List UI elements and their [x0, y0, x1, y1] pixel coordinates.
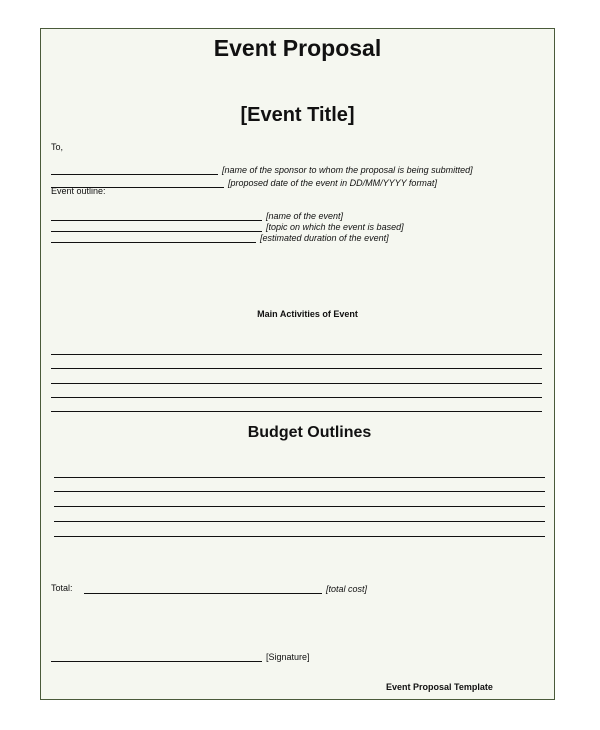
document-page — [40, 28, 555, 700]
total-hint: [total cost] — [326, 584, 368, 594]
document-title: Event Proposal — [213, 35, 382, 61]
event-duration-line[interactable] — [51, 232, 256, 243]
activity-line[interactable] — [51, 397, 542, 398]
activity-line[interactable] — [51, 368, 542, 369]
event-duration-hint: [estimated duration of the event] — [260, 233, 389, 243]
total-field[interactable] — [84, 583, 367, 594]
budget-line[interactable] — [54, 477, 545, 478]
date-hint: [proposed date of the event in DD/MM/YYYY format] — [228, 178, 437, 188]
event-title-placeholder: [Event Title] — [240, 104, 355, 126]
sponsor-hint: [name of the sponsor to whom the proposal is being submitted] — [222, 165, 473, 175]
event-outline-label: Event outline: — [51, 186, 106, 196]
activity-line[interactable] — [51, 354, 542, 355]
date-field[interactable] — [51, 177, 437, 188]
budget-line[interactable] — [54, 536, 545, 537]
footer-label: Event Proposal Template — [386, 682, 493, 692]
activities-title: Main Activities of Event — [257, 309, 358, 319]
total-line[interactable] — [84, 583, 322, 594]
event-topic-hint: [topic on which the event is based] — [266, 222, 404, 232]
event-name-hint: [name of the event] — [266, 211, 344, 221]
event-name-line[interactable] — [51, 210, 262, 221]
event-name-field[interactable] — [51, 210, 343, 221]
event-duration-field[interactable] — [51, 232, 389, 243]
total-label: Total: — [51, 583, 73, 593]
activity-line[interactable] — [51, 383, 542, 384]
budget-title: Budget Outlines — [247, 424, 372, 441]
to-label: To, — [51, 142, 64, 152]
event-topic-line[interactable] — [51, 221, 262, 232]
signature-hint: [Signature] — [266, 652, 310, 662]
budget-line[interactable] — [54, 521, 545, 522]
activity-line[interactable] — [51, 411, 542, 412]
budget-line[interactable] — [54, 491, 545, 492]
sponsor-field[interactable] — [51, 164, 473, 175]
sponsor-line[interactable] — [51, 164, 218, 175]
signature-line[interactable] — [51, 651, 262, 662]
event-topic-field[interactable] — [51, 221, 404, 232]
budget-line[interactable] — [54, 506, 545, 507]
signature-field[interactable] — [51, 651, 310, 662]
